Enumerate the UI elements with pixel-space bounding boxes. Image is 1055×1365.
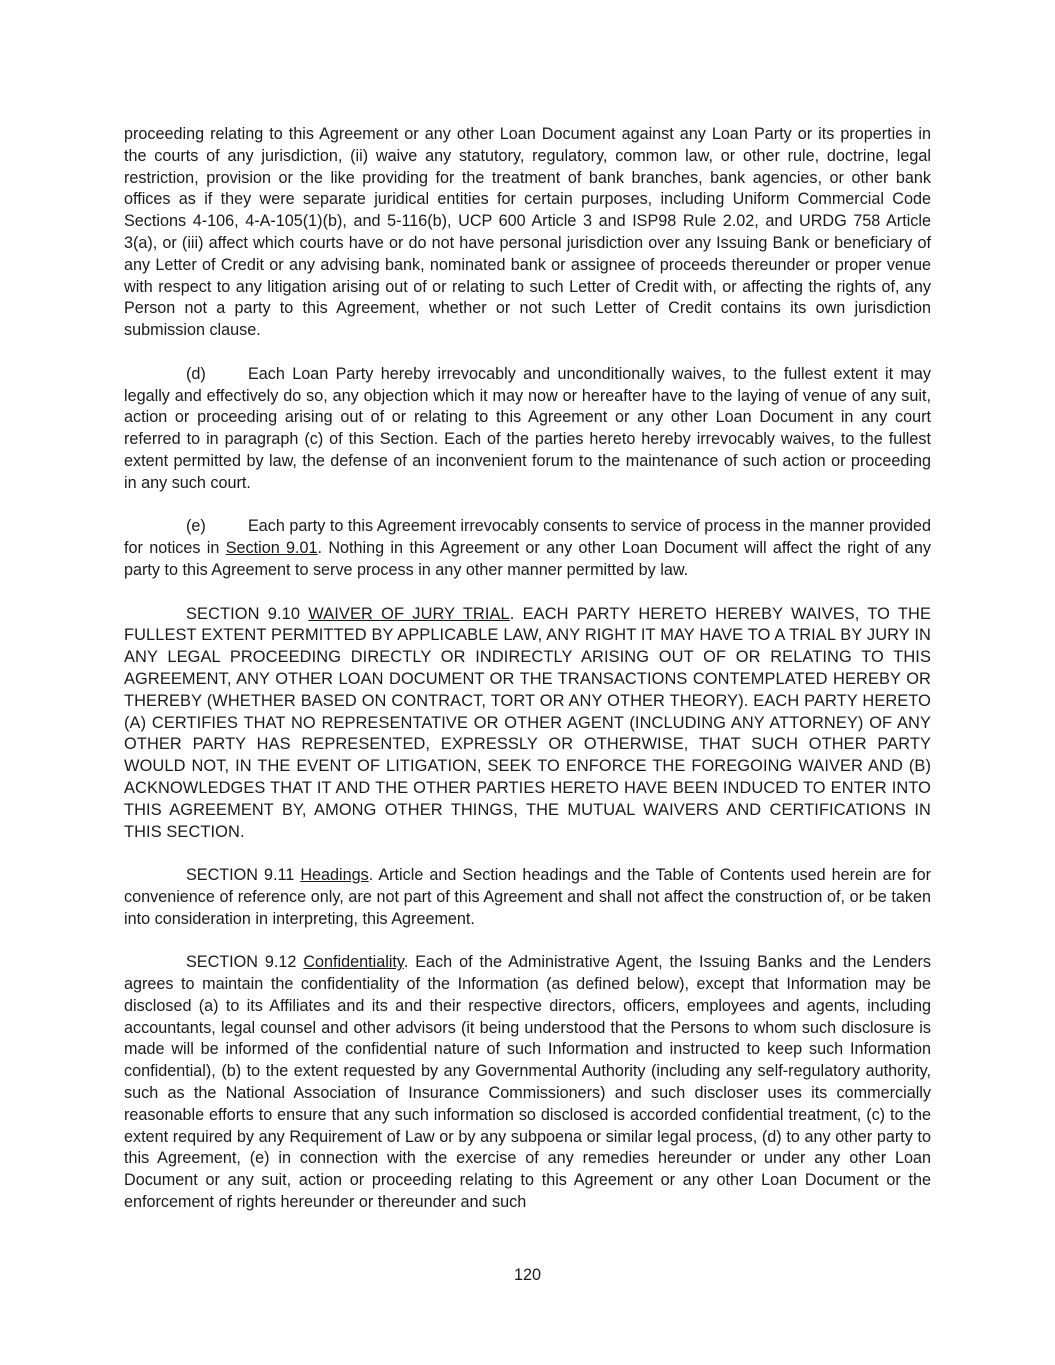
paragraph-e-text-after: . Nothing in this Agreement or any other Loan Document will affect the right of any party to this Agreement to serve process in any other manner permitted by law. xyxy=(124,539,931,579)
paragraph-e-text-before: Each party to this Agreement irrevocably consents to service of process in the manner provided for notices in xyxy=(124,517,931,558)
section-9-11-text: . Article and Section headings and the Table of Contents used herein are for convenience of reference only, are not part of this Agreement and shall not affect the construction of, or be taken into consideration in interpreting, this Agreement. xyxy=(124,866,931,928)
section-9-10-text: . EACH PARTY HERETO HEREBY WAIVES, TO THE FULLEST EXTENT PERMITTED BY APPLICABLE LAW, ANY RIGHT IT MAY HAVE TO A TRIAL BY JURY IN ANY LEGAL PROCEEDING DIRECTLY OR INDIRECTLY ARISING OUT OF OR RELATING TO THIS AGREEMENT, ANY OTHER LOAN DOCUMENT OR THE TRANSACTIONS CONTEMPLATED HEREBY OR THEREBY (WHETHER BASED ON CONTRACT, TORT OR ANY OTHER THEORY). EACH PARTY HERETO (A) CERTIFIES THAT NO REPRESENTATIVE OR OTHER AGENT (INCLUDING ANY ATTORNEY) OF ANY OTHER PARTY HAS REPRESENTED, EXPRESSLY OR OTHERWISE, THAT SUCH OTHER PARTY WOULD NOT, IN THE EVENT OF LITIGATION, SEEK TO ENFORCE THE FOREGOING WAIVER AND (B) ACKNOWLEDGES THAT IT AND THE OTHER PARTIES HERETO HAVE BEEN INDUCED TO ENTER INTO THIS AGREEMENT BY, AMONG OTHER THINGS, THE MUTUAL WAIVERS AND CERTIFICATIONS IN THIS SECTION. xyxy=(124,604,932,841)
section-9-10 xyxy=(124,604,931,844)
section-9-12-heading: Confidentiality xyxy=(303,953,404,972)
section-9-12 xyxy=(124,952,931,1214)
section-9-12-number: SECTION 9.12 xyxy=(186,953,297,972)
paragraph-e-label: (e) xyxy=(186,517,206,536)
paragraph-d-label: (d) xyxy=(186,364,206,383)
section-9-01-reference: Section 9.01 xyxy=(225,539,318,558)
paragraph-continuation: proceeding relating to this Agreement or any other Loan Document against any Loan Party or its properties in the courts of any jurisdiction, (ii) waive any statutory, regulatory, common law, or other rule, doctrine, legal restriction, provision or the like providing for the treatment of bank branches, bank agencies, or other bank offices as if they were separate juridical entities for certain purposes, including Uniform Commercial Code Sections 4-106, 4-A-105(1)(b), and 5-116(b), UCP 600 Article 3 and ISP98 Rule 2.02, and URDG 758 Article 3(a), or (iii) affect which courts have or do not have personal jurisdiction over any Issuing Bank or beneficiary of any Letter of Credit or any advising bank, nominated bank or assignee of proceeds thereunder or proper venue with respect to any litigation arising out of or relating to such Letter of Credit with, or affecting the rights of, any Person not a party to this Agreement, whether or not such Letter of Credit contains its own jurisdiction submission clause. xyxy=(124,125,931,340)
section-9-10-heading: WAIVER OF JURY TRIAL xyxy=(308,604,510,623)
paragraph-d xyxy=(124,364,931,495)
paragraph-d-text: Each Loan Party hereby irrevocably and unconditionally waives, to the fullest extent it may legally and effectively do so, any objection which it may now or hereafter have to the laying of venue of any suit, action or proceeding arising out of or relating to this Agreement or any other Loan Document in any court referred to in paragraph (c) of this Section. Each of the parties hereto hereby irrevocably waives, to the fullest extent permitted by law, the defense of an inconvenient forum to the maintenance of such action or proceeding in any such court. xyxy=(124,364,931,492)
body-text xyxy=(124,124,931,1236)
section-9-12-text: . Each of the Administrative Agent, the Issuing Banks and the Lenders agrees to maintain the confidentiality of the Information (as defined below), except that Information may be disclosed (a) to its Affiliates and its and their respective directors, officers, employees and agents, including accountants, legal counsel and other advisors (it being understood that the Persons to whom such disclosure is made will be informed of the confidential nature of such Information and instructed to keep such Information confidential), (b) to the extent requested by any Governmental Authority (including any self-regulatory authority, such as the National Association of Insurance Commissioners) and such discloser uses its commercially reasonable efforts to ensure that any such information so disclosed is accorded confidential treatment, (c) to the extent required by any Requirement of Law or by any subpoena or similar legal process, (d) to any other party to this Agreement, (e) in connection with the exercise of any remedies hereunder or under any other Loan Document or any suit, action or proceeding relating to this Agreement or any other Loan Document or the enforcement of rights hereunder or thereunder and such xyxy=(124,953,931,1212)
page-number: 120 xyxy=(513,1266,541,1284)
paragraph-e xyxy=(124,516,931,581)
section-9-11-heading: Headings xyxy=(300,866,369,885)
section-9-10-number: SECTION 9.10 xyxy=(186,604,301,623)
section-9-11-number: SECTION 9.11 xyxy=(186,866,295,885)
section-9-11 xyxy=(124,865,931,930)
